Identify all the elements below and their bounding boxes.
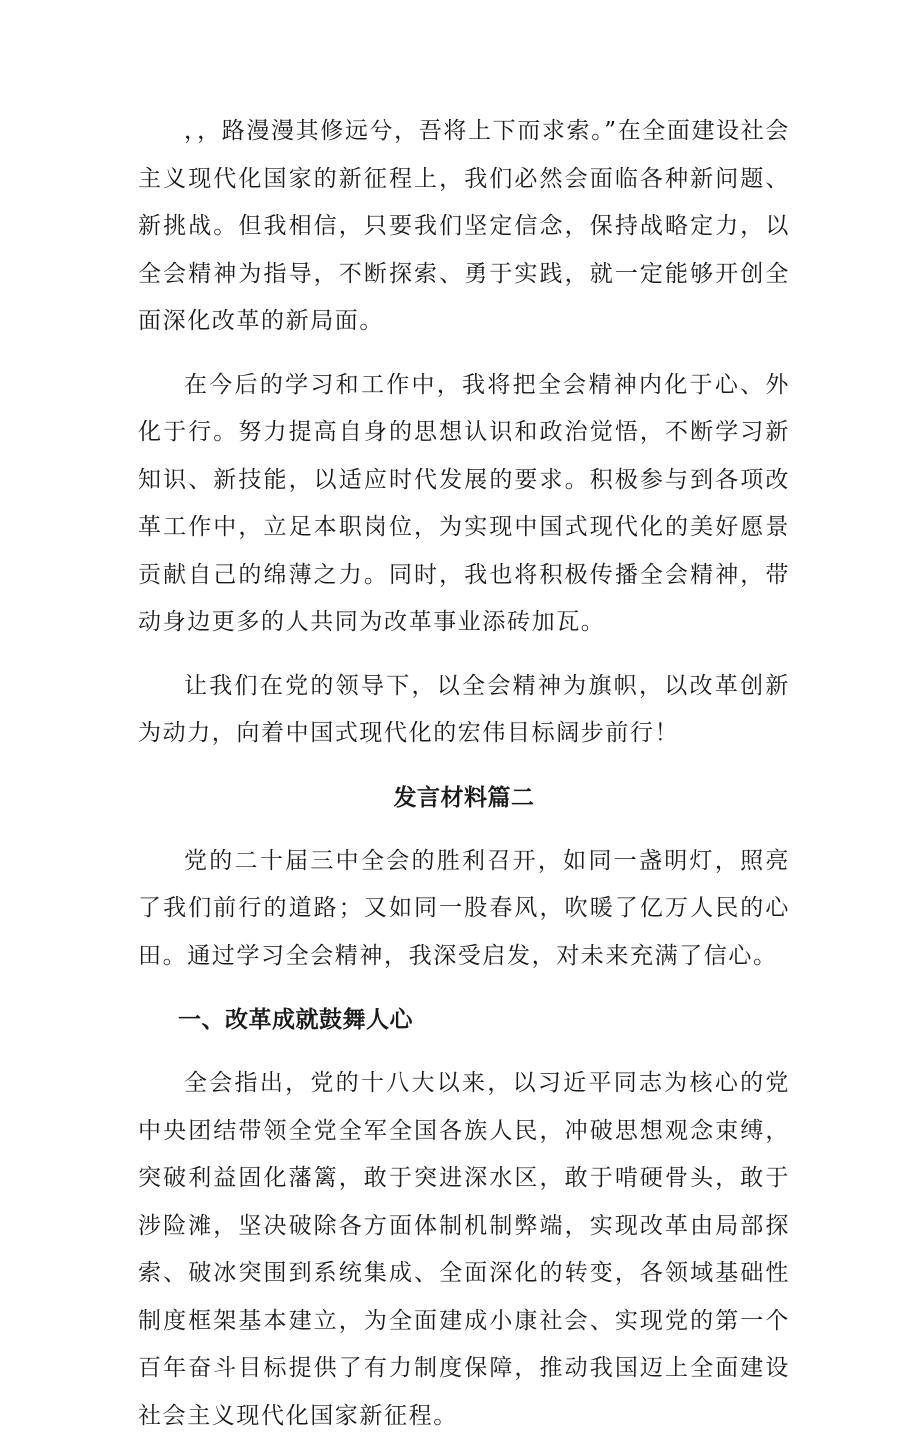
paragraph-study-work: 在今后的学习和工作中，我将把全会精神内化于心、外化于行。努力提高自身的思想认识和政治觉悟，不断学习新知识、新技能，以适应时代发展的要求。积极参与到各项改革工作中，立足本职岗位，为实现中国式现代化的美好愿景贡献自己的绵薄之力。同时，我也将积极传播全会精神，带动身边更多的人共同为改革事业添砖加瓦。 (138, 371, 790, 635)
paragraph-gap (138, 1044, 790, 1060)
heading-reform-achievements: 一、改革成就鼓舞人心 (178, 1007, 413, 1033)
paragraph-gap (138, 346, 790, 362)
paragraph-closing: 让我们在党的领导下，以全会精神为旗帜，以改革创新为动力，向着中国式现代化的宏伟目标阔步前行！ (138, 672, 790, 746)
paragraph-intro: 党的二十届三中全会的胜利召开，如同一盏明灯，照亮了我们前行的道路；又如同一股春风，吹暖了亿万人民的心田。通过学习全会精神，我深受启发，对未来充满了信心。 (138, 847, 790, 969)
paragraph-plenum-points: 全会指出，党的十八大以来，以习近平同志为核心的党中央团结带领全党全军全国各族人民，冲破思想观念束缚，突破利益固化藩篱，敢于突进深水区，敢于啃硬骨头，敢于涉险滩，坚决破除各方面体制机制弊端，实现改革由局部探索、破冰突围到系统集成、全面深化的转变，各领域基础性制度框架基本建立，为全面建成小康社会、实现党的第一个百年奋斗目标提供了有力制度保障，推动我国迈上全面建设社会主义现代化国家新征程。 (138, 1070, 790, 1429)
paragraph-gap (138, 980, 790, 996)
paragraph-gap (138, 758, 790, 774)
paragraph-gap (138, 647, 790, 663)
document-page (138, 108, 790, 1440)
section-title: 发言材料篇二 (393, 784, 535, 811)
paragraph-continuation: ，，路漫漫其修远兮，吾将上下而求索。”在全面建设社会主义现代化国家的新征程上，我们必然会面临各种新问题、新挑战。但我相信，只要我们坚定信念，保持战略定力，以全会精神为指导，不断探索、勇于实践，就一定能够开创全面深化改革的新局面。 (138, 118, 790, 334)
paragraph-gap (138, 822, 790, 838)
